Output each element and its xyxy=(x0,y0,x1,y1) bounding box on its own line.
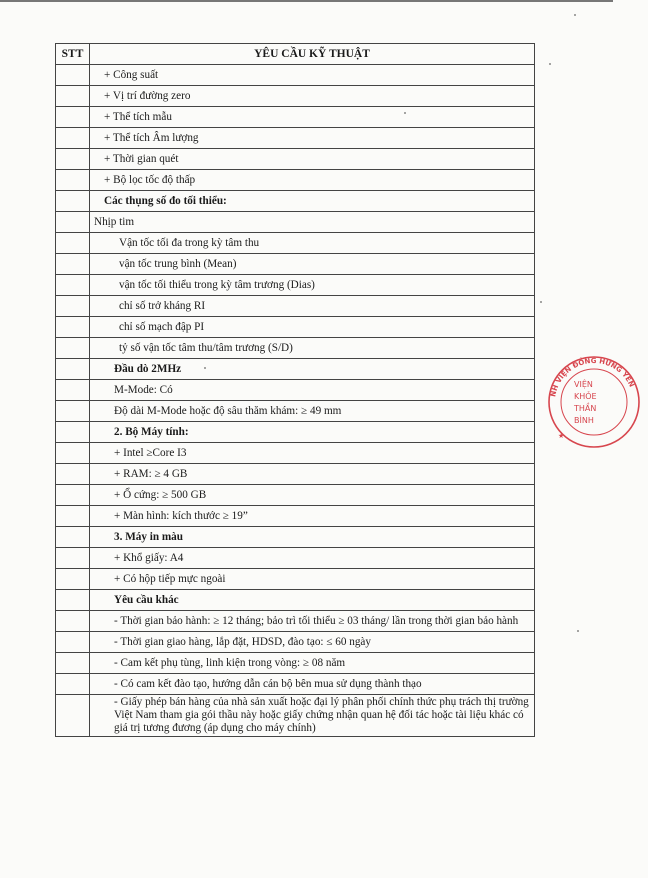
requirement-cell: - Thời gian giao hàng, lắp đặt, HDSD, đào tạo: ≤ 60 ngày xyxy=(90,632,535,653)
seal-star-icon: ★ xyxy=(558,432,565,440)
requirement-cell: chỉ số trở kháng RI xyxy=(90,296,535,317)
stt-cell xyxy=(56,191,90,212)
stt-cell xyxy=(56,212,90,233)
requirement-cell: + Intel ≥Core I3 xyxy=(90,443,535,464)
seal-graphic xyxy=(538,352,648,452)
table-row xyxy=(56,338,535,359)
stt-cell xyxy=(56,569,90,590)
stt-cell xyxy=(56,107,90,128)
stt-cell xyxy=(56,506,90,527)
requirement-cell: + Công suất xyxy=(90,65,535,86)
stt-cell xyxy=(56,359,90,380)
table-row xyxy=(56,632,535,653)
table-row xyxy=(56,233,535,254)
stt-cell xyxy=(56,86,90,107)
requirement-cell: + Thời gian quét xyxy=(90,149,535,170)
scan-speck xyxy=(204,367,206,369)
seal-arc-path: NH VIỆN ĐỒNG HƯNG YÊN xyxy=(549,356,636,398)
table-row xyxy=(56,254,535,275)
section-heading: Yêu cầu khác xyxy=(90,590,535,611)
stt-cell xyxy=(56,254,90,275)
requirement-cell: - Cam kết phụ tùng, linh kiện trong vòng: ≥ 08 năm xyxy=(90,653,535,674)
stt-cell xyxy=(56,422,90,443)
scan-speck xyxy=(540,301,542,303)
table-row xyxy=(56,149,535,170)
hospital-seal xyxy=(538,352,636,452)
stt-cell xyxy=(56,653,90,674)
table-row xyxy=(56,65,535,86)
requirement-cell: Nhịp tim xyxy=(90,212,535,233)
stt-cell xyxy=(56,527,90,548)
stt-cell xyxy=(56,149,90,170)
requirement-cell: + Vị trí đường zero xyxy=(90,86,535,107)
stt-cell xyxy=(56,590,90,611)
table-row xyxy=(56,464,535,485)
table-header-row xyxy=(56,44,535,65)
header-technical-requirements: YÊU CẦU KỸ THUẬT xyxy=(90,44,535,65)
seal-line-4: BÌNH xyxy=(574,416,594,425)
requirement-cell: tỷ số vận tốc tâm thu/tâm trương (S/D) xyxy=(90,338,535,359)
stt-cell xyxy=(56,674,90,695)
requirement-cell: - Thời gian bảo hành: ≥ 12 tháng; bảo trì tối thiểu ≥ 03 tháng/ lần trong thời gian bảo hành xyxy=(90,611,535,632)
scan-speck xyxy=(574,14,576,16)
table-row xyxy=(56,569,535,590)
section-heading: 3. Máy in màu xyxy=(90,527,535,548)
table-row xyxy=(56,107,535,128)
requirement-cell: vận tốc trung bình (Mean) xyxy=(90,254,535,275)
page-top-edge xyxy=(0,0,613,2)
stt-cell xyxy=(56,233,90,254)
requirement-cell: vận tốc tối thiểu trong kỳ tâm trương (Dias) xyxy=(90,275,535,296)
stt-cell xyxy=(56,443,90,464)
requirement-cell: - Có cam kết đào tạo, hướng dẫn cán bộ bên mua sử dụng thành thạo xyxy=(90,674,535,695)
stt-cell xyxy=(56,170,90,191)
scan-speck xyxy=(577,630,579,632)
table-row xyxy=(56,170,535,191)
scan-speck xyxy=(404,112,406,114)
stt-cell xyxy=(56,485,90,506)
table-row xyxy=(56,653,535,674)
stt-cell xyxy=(56,275,90,296)
table-row xyxy=(56,611,535,632)
table-row xyxy=(56,191,535,212)
stt-cell xyxy=(56,338,90,359)
header-stt: STT xyxy=(56,44,90,65)
requirement-cell: Vận tốc tối đa trong kỳ tâm thu xyxy=(90,233,535,254)
stt-cell xyxy=(56,296,90,317)
table-row xyxy=(56,359,535,380)
table-row xyxy=(56,548,535,569)
stt-cell xyxy=(56,632,90,653)
table-row xyxy=(56,128,535,149)
seal-line-1: VIỆN xyxy=(574,380,593,389)
stt-cell xyxy=(56,401,90,422)
stt-cell xyxy=(56,695,90,737)
table-row xyxy=(56,695,535,737)
table-row xyxy=(56,527,535,548)
table-row xyxy=(56,296,535,317)
table-row xyxy=(56,485,535,506)
table-row xyxy=(56,443,535,464)
table-row xyxy=(56,590,535,611)
stt-cell xyxy=(56,611,90,632)
table-row xyxy=(56,275,535,296)
requirement-cell: M-Mode: Có xyxy=(90,380,535,401)
stt-cell xyxy=(56,128,90,149)
scan-speck xyxy=(549,63,551,65)
table-row xyxy=(56,674,535,695)
section-heading: Đầu dò 2MHz xyxy=(90,359,535,380)
requirement-cell: + Thể tích mẫu xyxy=(90,107,535,128)
requirement-cell: + Màn hình: kích thước ≥ 19” xyxy=(90,506,535,527)
table-row xyxy=(56,506,535,527)
requirement-cell: + Ổ cứng: ≥ 500 GB xyxy=(90,485,535,506)
table-row xyxy=(56,317,535,338)
requirement-cell: + RAM: ≥ 4 GB xyxy=(90,464,535,485)
table-row xyxy=(56,212,535,233)
table-row xyxy=(56,422,535,443)
stt-cell xyxy=(56,464,90,485)
stt-cell xyxy=(56,317,90,338)
stt-cell xyxy=(56,380,90,401)
section-heading: Các thụng số đo tối thiểu: xyxy=(90,191,535,212)
requirement-cell: chỉ số mạch đập PI xyxy=(90,317,535,338)
stt-cell xyxy=(56,65,90,86)
requirement-cell: + Thể tích Âm lượng xyxy=(90,128,535,149)
section-heading: 2. Bộ Máy tính: xyxy=(90,422,535,443)
table-row xyxy=(56,380,535,401)
requirement-cell: + Có hộp tiếp mực ngoài xyxy=(90,569,535,590)
seal-line-3: THẦN xyxy=(574,404,597,413)
stt-cell xyxy=(56,548,90,569)
requirement-cell: + Khổ giấy: A4 xyxy=(90,548,535,569)
seal-line-2: KHỎE xyxy=(574,392,597,401)
requirement-cell: Độ dài M-Mode hoặc độ sâu thăm khám: ≥ 49 mm xyxy=(90,401,535,422)
requirement-cell: - Giấy phép bán hàng của nhà sản xuất hoặc đại lý phân phối chính thức phụ trách thị trường Việt Nam tham gia gói thầu này hoặc giấy chứng nhận quan hệ đối tác hoặc tài liệu khác có giá trị tương đương (áp dụng cho máy chính) xyxy=(90,695,535,737)
table-row xyxy=(56,86,535,107)
requirement-cell: + Bộ lọc tốc độ thấp xyxy=(90,170,535,191)
table-row xyxy=(56,401,535,422)
technical-requirements-table xyxy=(55,43,535,737)
